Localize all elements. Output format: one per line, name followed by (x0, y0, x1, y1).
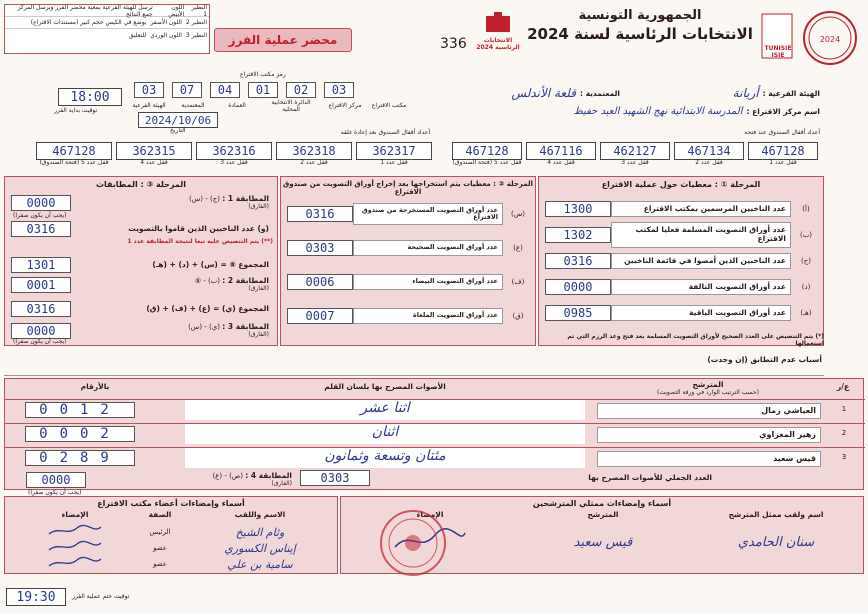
start-time-label: توقيت بداية الفرز (54, 107, 98, 114)
member-role: عضو (153, 560, 167, 569)
reps-panel: أسماء وإمضاءات ممثلي المترشحين اسم ولقب ممثل المترشح المترشح الإمضاء سنان الحامدي قيس سعيد (340, 496, 864, 574)
candidate-name: العياشي زمال (597, 403, 821, 419)
stage1-note: (*) يتم التنصيص على العدد الصحيح لأوراق التصويت المسلمة بعد فتح وعد الرزم التي تم استعمالها (567, 333, 824, 347)
member-role: عضو (153, 544, 167, 553)
m1-value: 0000 (11, 195, 71, 211)
stage2-row: 0007 عدد أوراق التصويت الملغاة (ق) (287, 306, 529, 326)
stage1-row: 1302 عدد أوراق التصويت المسلمة فعليا لمكتب الاقتراع (ب) (545, 225, 817, 245)
code-delegation: 04 (210, 82, 240, 98)
stage1-panel (538, 176, 824, 346)
center-field: اسم مركز الاقتراع : المدرسة الابتدائية نهج الشهيد العيد حفيظ (573, 106, 820, 117)
form-title: محضر عملية الفرز (214, 28, 352, 52)
locks-before-label: أعداد أقفال الصندوق عند فتحه (744, 129, 820, 136)
code-label: رمز مكتب الاقتراع (240, 71, 286, 78)
reps-title: أسماء وإمضاءات ممثلي المترشحين (532, 499, 672, 508)
locks-before (452, 142, 822, 172)
delegation-field: المعتمدية : قلعة الأندلس (511, 86, 620, 100)
id-code-labels: الهيئة الفرعية المعتمدية العمادة الدائرة الانتخابية المحلية مركز الاقتراع مكتب الاقتراع (132, 99, 407, 113)
lock-before-1: 467128 قفل عدد 1 (748, 142, 818, 167)
ballot-box-icon (476, 10, 520, 34)
start-time: 18:00 (58, 88, 122, 106)
lock-after-1: 362317 قفل عدد 1 (356, 142, 432, 167)
stage2-panel (280, 176, 536, 346)
v-value: 0316 (11, 221, 71, 237)
candidate-row (5, 399, 865, 421)
stage2-row: 0316 عدد أوراق التصويت المستخرجة من صندوق الاقتراع (س) (287, 204, 529, 224)
copies-legend (4, 4, 210, 54)
code-local-district: 01 (248, 82, 278, 98)
lock-after-2: 362318 قفل عدد 2 (276, 142, 352, 167)
form-number: 336 (440, 36, 467, 52)
m4-hint: (يجب أن يكون صفرا) (28, 489, 82, 496)
code-polling-office: 03 (324, 82, 354, 98)
candidate-row (5, 447, 865, 469)
stage1-row: 0985 عدد أوراق التصويت الباقية (هـ) (545, 303, 817, 323)
candidate-name: زهير المغزاوي (597, 427, 821, 443)
lock-after-4: 362315 قفل عدد 4 (116, 142, 192, 167)
candidate-votes-words: اثنان (185, 424, 585, 444)
col-words: الأصوات المصرح بها بلسان القلم (324, 382, 446, 391)
signature-icon (45, 540, 105, 554)
candidate-number: 3 (841, 453, 847, 461)
regional-value: أريانة (732, 86, 759, 100)
code-municipality: 07 (172, 82, 202, 98)
candidate-votes-digits: 0012 (25, 402, 135, 418)
lock-before-4: 467116 قفل عدد 4 (526, 142, 596, 167)
locks-after (36, 142, 436, 172)
rep-candidate: قيس سعيد (573, 534, 633, 550)
signature-icon (45, 556, 105, 570)
candidate-votes-digits: 0289 (25, 450, 135, 466)
sum1-value: 1301 (11, 257, 71, 273)
lock-before-2: 467134 قفل عدد 2 (674, 142, 744, 167)
end-time-label: توقيت ختم عملية الفرز (72, 593, 130, 600)
member-signature (15, 555, 135, 574)
candidate-row (5, 423, 865, 445)
stage2-row: 0303 عدد أوراق التصويت الصحيحة (ع) (287, 238, 529, 258)
m3-hint: (يجب أن يكون صفرا) (13, 338, 67, 345)
code-regional: 03 (134, 82, 164, 98)
delegation-value: قلعة الأندلس (511, 86, 576, 100)
republic-title: الجمهورية التونسية (578, 8, 702, 23)
copy-2: النظير 2 اللون الأصفر يوضع في الكيس حجم كبير (مستندات الاقتراع) (5, 17, 209, 29)
election-logo-text: الانتخابات الرئاسية 2024 (476, 37, 520, 51)
member-name: سامية بن علي (227, 558, 293, 571)
election-logo (476, 10, 520, 62)
stage3-panel: المرحلة ③ : المطابقات 0000 المطابقة 1 : (ج) - (س) (الفارق) (يجب أن يكون صفرا) 0316 (و) عدد الناخبين الذين قاموا بالتصويت (**) يتم التنصيص عليه تبعا لنتيجة المطابقة عدد 1 1301 المجموع ⑧ = (س) + (د) + (هـ) 0001 المطابقة 2 : (ب) - ⑧ (الفارق) 0316 المجموع (ي) = (ع) + (ف) + (ق) 0000 المطابقة 3 : (ي) - (س) (الفارق) (يجب أن يكون صفرا) (4, 176, 278, 346)
date-label: التاريخ (170, 127, 186, 134)
signature-icon (45, 524, 105, 538)
official-stamp-icon (378, 508, 448, 578)
mismatch-label: أسباب عدم التطابق (إن وجدت) (707, 355, 822, 364)
stage1-title: المرحلة ① : معطيات حول عملية الاقتراع (601, 180, 761, 189)
stage3-title: المرحلة ③ : المطابقات (95, 180, 186, 189)
v-note: (**) يتم التنصيص عليه تبعا لنتيجة المطابقة عدد 1 (127, 238, 273, 245)
locks-after-label: أعداد أقفال الصندوق بعد إعادة غلقه (340, 129, 430, 136)
stage1-row: 0316 عدد الناخبين الذين أمضوا في قائمة الناخبين (ج) (545, 251, 817, 271)
center-value: المدرسة الابتدائية نهج الشهيد العيد حفيظ (573, 106, 743, 117)
sum2-value: 0316 (11, 301, 71, 317)
regional-field: الهيئة الفرعية : أريانة (732, 86, 820, 100)
stage2-title: المرحلة ② : معطيات يتم استخراجها بعد إخراج أوراق التصويت من صندوق الاقتراع (282, 180, 533, 196)
col-digits: بالأرقام (80, 382, 110, 391)
code-polling-center: 02 (286, 82, 316, 98)
mismatch-field (4, 366, 824, 376)
date-value: 2024/10/06 (138, 112, 218, 128)
members-title: أسماء وإمضاءات أعضاء مكتب الاقتراع (97, 499, 245, 508)
id-codes (134, 82, 354, 98)
stage1-row: 0000 عدد أوراق التصويت التالفة (د) (545, 277, 817, 297)
header-titles (520, 8, 760, 43)
copy-3: النظير 3 اللون الوردي للتعليق (128, 31, 207, 39)
isie-text: TUNISIE ISIE (764, 45, 792, 59)
isie-logo (760, 6, 860, 66)
m2-value: 0001 (11, 277, 71, 293)
copy-1: النظير 1 اللون الأبيض ترسل للهيئة الفرعية بمعية محضر الفرز ويرسل المركز جمع النتائج (5, 5, 209, 17)
stage2-row: 0006 عدد أوراق التصويت البيضاء (ف) (287, 272, 529, 292)
candidates-total: 0303 العدد الجملي للأصوات المصرح بها (300, 470, 720, 486)
m3-value: 0000 (11, 323, 71, 339)
end-time: 19:30 (6, 588, 66, 606)
lock-before-5: 467128 قفل عدد 5 (فتحة الصندوق) (452, 144, 522, 166)
col-number: ع/ر (836, 382, 850, 391)
m1-hint: (يجب أن يكون صفرا) (13, 212, 67, 219)
member-name: وئام الشيخ (235, 526, 285, 539)
election-title: الانتخابات الرئاسية لسنة 2024 (527, 25, 753, 43)
member-row (9, 555, 335, 574)
member-role: الرئيس (149, 528, 171, 537)
candidate-votes-words: اثنا عشر (185, 400, 585, 420)
lock-after-5: 467128 قفل عدد 5 (فتحة الصندوق) (36, 142, 112, 167)
members-panel: أسماء وإمضاءات أعضاء مكتب الاقتراع الاسم واللقب الصفة الإمضاء وئام الشيخ الرئيس إيناس الكسوري عضو سامية بن علي عضو (4, 496, 338, 574)
candidate-number: 1 (841, 405, 847, 413)
col-candidate: المترشح (حسب الترتيب الوارد في ورقة التصويت) (657, 380, 759, 396)
m4-row: 0000 المطابقة 4 : (ص) - (ع) (الفارق) (26, 472, 296, 488)
candidate-number: 2 (841, 429, 847, 437)
lock-after-3: 362316 قفل عدد 3 (196, 142, 272, 167)
candidate-votes-words: مئتان وتسعة وثمانون (185, 448, 585, 468)
member-name: إيناس الكسوري (224, 542, 296, 555)
candidate-votes-digits: 0002 (25, 426, 135, 442)
svg-text:2024: 2024 (819, 35, 841, 44)
candidate-name: قيس سعيد (597, 451, 821, 467)
stage1-row: 1300 عدد الناخبين المرسمين بمكتب الاقتراع (أ) (545, 199, 817, 219)
lock-before-3: 462127 قفل عدد 3 (600, 142, 670, 167)
rep-name: سنان الحامدي (737, 534, 815, 550)
